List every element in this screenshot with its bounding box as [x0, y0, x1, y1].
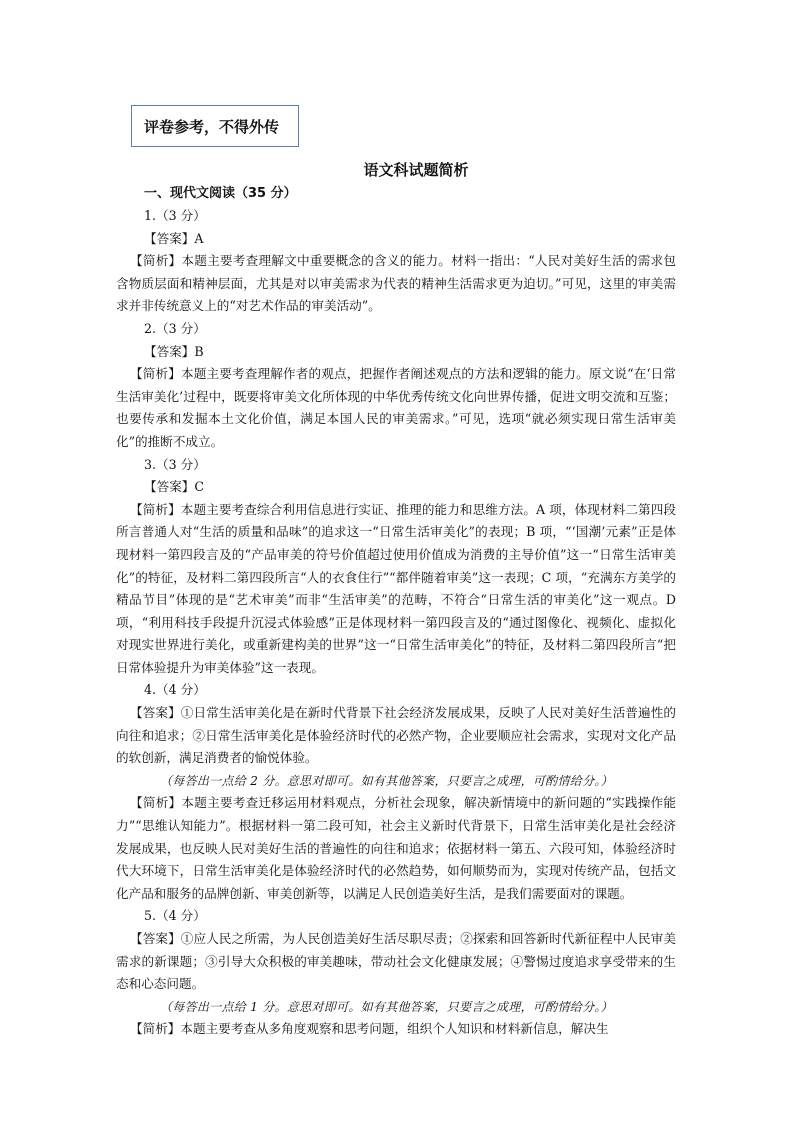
- scoring-note-5: （每答出一点给 1 分。意思对即可。如有其他答案，只要言之成理，可酌情给分。）: [160, 999, 613, 1014]
- question-number-1: 1.（3 分）: [144, 208, 206, 223]
- analysis-4: 【简析】本题主要考查迁移运用材料观点，分析社会现象，解决新情境中的新问题的“实践操作能力”“思维认知能力”。根据材料一第二段可知，社会主义新时代背景下，日常生活审美化是社会经济发展成果，也反映人民对美好生活的普遍性的向往和追求；依据材料一第五、六段可知，体验经济时代大环境下，日常生活审美化是体验经济时代的必然趋势，如何顺势而为，实现对传统产品，包括文化产品和服务的品牌创新、审美创新等，以满足人民创造美好生活，是我们需要面对的课题。: [116, 795, 676, 901]
- question-number-2: 2.（3 分）: [144, 320, 206, 336]
- question-number-4: 4.（4 分）: [144, 682, 206, 698]
- analysis-3: 【简析】本题主要考查综合利用信息进行实证、推理的能力和思维方法。A 项，体现材料二第四段所言普通人对“生活的质量和品味”的追求这一“日常生活审美化”的表现；B 项，“‘国潮’元素”正是体现材料一第四段言及的“产品审美的符号价值超过使用价值成为消费的主导价值”这一“日常生活审美化”的特征，及材料二第四段所言“人的衣食住行”“都伴随着审美”这一表现；C 项，“充满东方美学的精品节目”体现的是“艺术审美”而非“生活审美”的范畴，不符合“日常生活的审美化”这一观点。D 项，“利用科技手段提升沉浸式体验感”正是体现材料一第四段言及的“通过图像化、视频化、虚拟化对现实世界进行美化，或重新建构美的世界”这一“日常生活审美化”的特征，及材料二第四段所言“把日常体验提升为审美体验”这一表现。: [116, 501, 676, 675]
- answer-1: 【答案】A: [144, 230, 204, 246]
- answer-3: 【答案】C: [144, 479, 205, 495]
- question-number-3: 3.（3 分）: [144, 456, 206, 472]
- question-number-5: 5.（4 分）: [144, 908, 206, 924]
- analysis-1: 【简析】本题主要考查理解文中重要概念的含义的能力。材料一指出：“人民对美好生活的需求包含物质层面和精神层面，尤其是对以审美需求为代表的精神生活需求更为迫切。”可见，这里的审美需求并非传统意义上的“对艺术作品的审美活动”。: [116, 253, 676, 314]
- analysis-2: 【简析】本题主要考查理解作者的观点，把握作者阐述观点的方法和逻辑的能力。原文说“在‘日常生活审美化’过程中，既要将审美文化所体现的中华优秀传统文化向世界传播，促进文明交流和互鉴；也要传承和发掘本土文化价值，满足本国人民的审美需求。”可见，选项“就必须实现日常生活审美化”的推断不成立。: [116, 366, 676, 449]
- document-body: [116, 158, 676, 1041]
- scoring-note-4: （每答出一点给 2 分。意思对即可。如有其他答案，只要言之成理，可酌情给分。）: [160, 773, 613, 788]
- answer-4: 【答案】①日常生活审美化是在新时代背景下社会经济发展成果，反映了人民对美好生活普遍性的向往和追求；②日常生活审美化是体验经济时代的必然产物，企业要顺应社会需求，实现对文化产品的软创新，满足消费者的愉悦体验。: [116, 705, 676, 766]
- analysis-5: 【简析】本题主要考查从多角度观察和思考问题，组织个人知识和材料新信息，解决生: [130, 1021, 609, 1037]
- answer-5: 【答案】①应人民之所需，为人民创造美好生活尽职尽责；②探索和回答新时代新征程中人民审美需求的新课题；③引导大众积极的审美趣味，带动社会文化健康发展；④警惕过度追求享受带来的生态和心态问题。: [116, 931, 676, 992]
- section-heading: 一、现代文阅读（35 分）: [144, 186, 297, 201]
- answer-2: 【答案】B: [144, 343, 204, 359]
- document-title: 语文科试题简析: [363, 161, 469, 179]
- confidential-stamp: 评卷参考，不得外传: [131, 105, 299, 147]
